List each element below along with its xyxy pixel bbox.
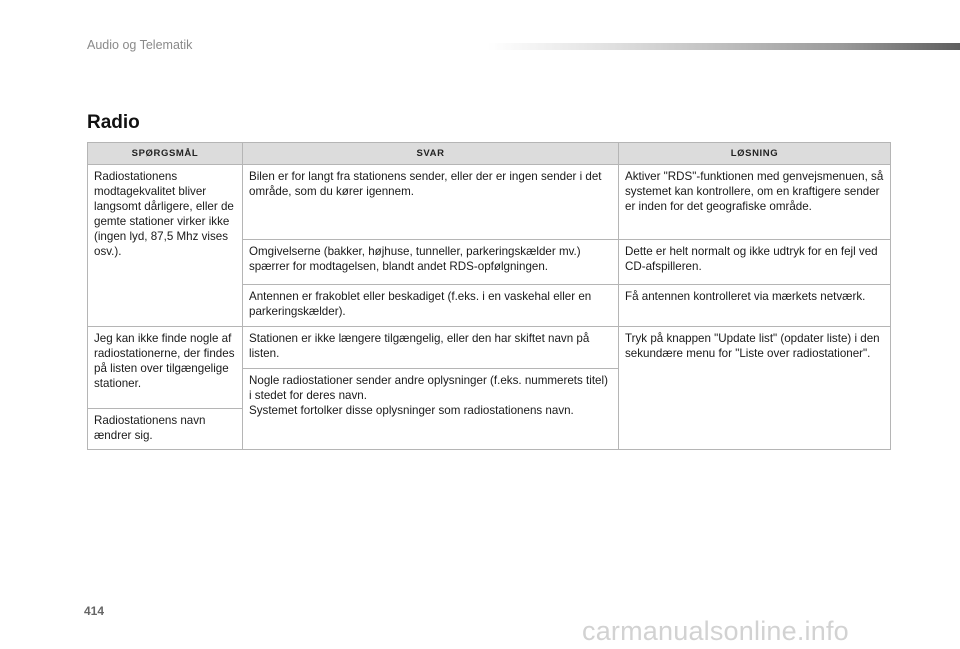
question-cell: Jeg kan ikke finde nogle af radiostationerne, der findes på listen over tilgængelige stationer. <box>88 327 243 409</box>
answer-cell: Stationen er ikke længere tilgængelig, eller den har skiftet navn på listen. <box>243 327 619 369</box>
table-row <box>88 165 891 240</box>
column-header-solution: LØSNING <box>619 143 891 165</box>
answer-cell <box>243 369 619 450</box>
answer-cell: Antennen er frakoblet eller beskadiget (f.eks. i en vaskehal eller en parkeringskælder). <box>243 285 619 327</box>
question-cell: Radiostationens modtagekvalitet bliver langsomt dårligere, eller de gemte stationer virker ikke (ingen lyd, 87,5 Mhz vises osv.). <box>88 165 243 327</box>
solution-cell: Få antennen kontrolleret via mærkets netværk. <box>619 285 891 327</box>
column-header-answer: SVAR <box>243 143 619 165</box>
solution-cell: Aktiver "RDS"-funktionen med genvejsmenuen, så systemet kan kontrollere, om en kraftigere sender er inden for det geografiske område. <box>619 165 891 240</box>
table-header-row <box>88 143 891 165</box>
faq-table <box>87 142 891 450</box>
header-title: Audio og Telematik <box>87 38 193 52</box>
answer-cell: Omgivelserne (bakker, højhuse, tunneller, parkeringskælder mv.) spærrer for modtagelsen, blandt andet RDS-opfølgningen. <box>243 240 619 285</box>
solution-cell: Tryk på knappen "Update list" (opdater liste) i den sekundære menu for "Liste over radiostationer". <box>619 327 891 450</box>
section-title: Radio <box>87 112 140 133</box>
solution-cell: Dette er helt normalt og ikke udtryk for en fejl ved CD-afspilleren. <box>619 240 891 285</box>
answer-line: Systemet fortolker disse oplysninger som radiostationens navn. <box>249 404 574 417</box>
watermark-text: carmanualsonline.info <box>582 616 849 646</box>
answer-line: Nogle radiostationer sender andre oplysninger (f.eks. nummerets titel) i stedet for deres navn. <box>249 374 608 402</box>
question-cell: Radiostationens navn ændrer sig. <box>88 409 243 450</box>
header-gradient-bar <box>488 43 960 50</box>
column-header-question: SPØRGSMÅL <box>88 143 243 165</box>
page-number: 414 <box>84 604 105 618</box>
answer-cell: Bilen er for langt fra stationens sender, eller der er ingen sender i det område, som du kører igennem. <box>243 165 619 240</box>
table-row <box>88 327 891 369</box>
